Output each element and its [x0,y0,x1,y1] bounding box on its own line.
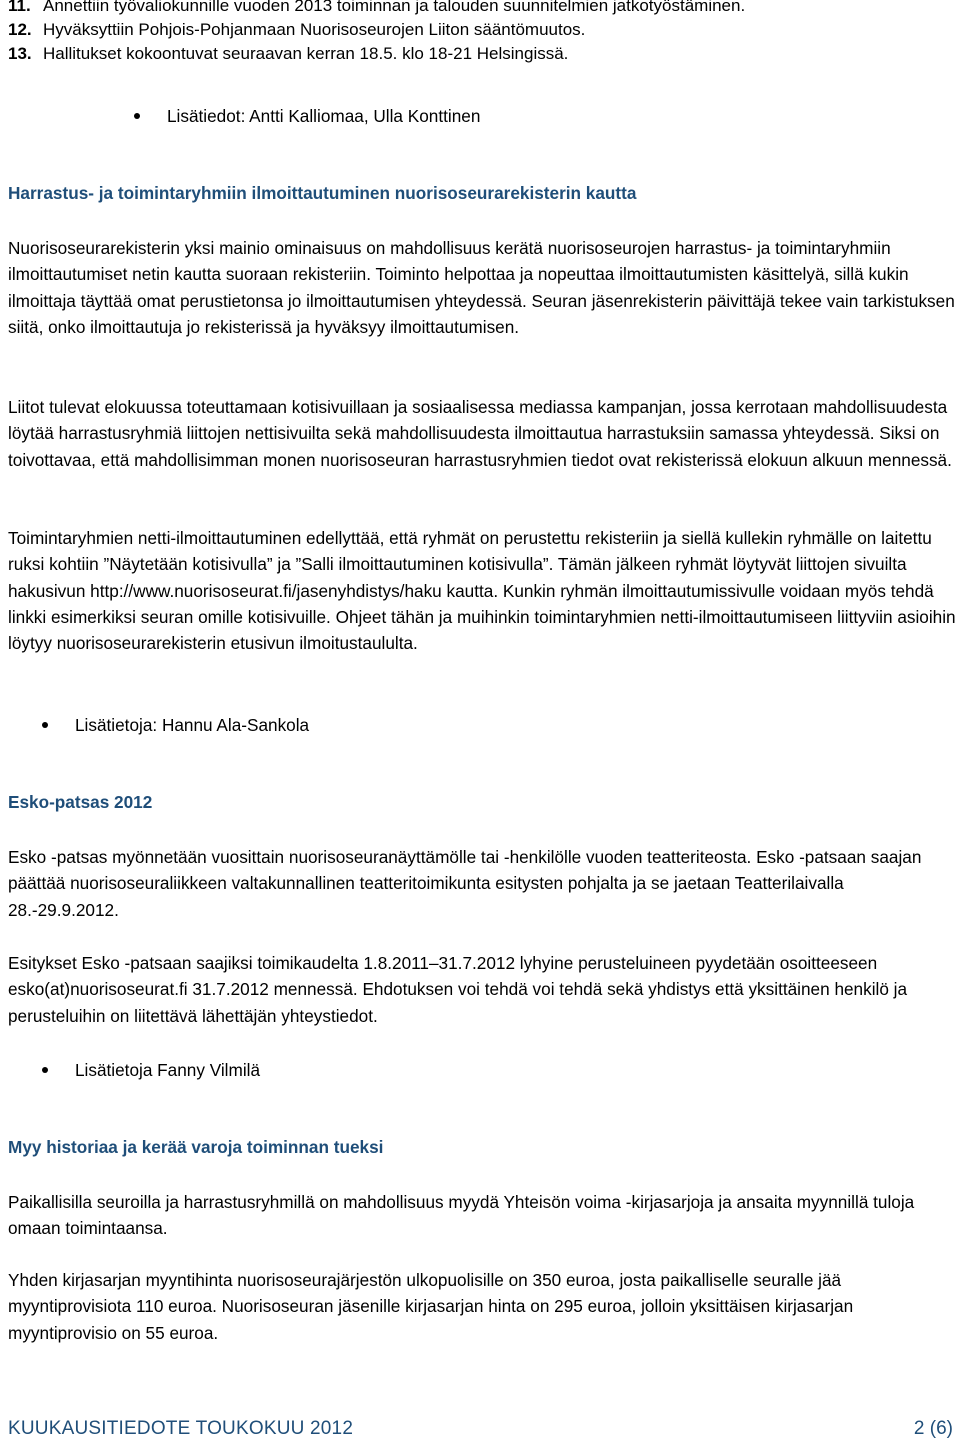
page-number: 2 (6) [913,1418,953,1439]
section-heading: Myy historiaa ja kerää varoja toiminnan tueksi [8,1137,384,1157]
list-item-text: Annettiin työvaliokunnille vuoden 2013 toiminnan ja talouden suunnitelmien jatkotyöstäminen. [43,0,746,15]
list-item-number: 12. [8,20,32,39]
list-item [8,0,745,18]
info-bullet [42,712,309,738]
list-item-text: Hyväksyttiin Pohjois-Pohjanmaan Nuorisoseurojen Liiton sääntömuutos. [43,20,586,39]
paragraph: Esko -patsas myönnetään vuosittain nuorisoseuranäyttämölle tai -henkilölle vuoden teatteriteosta. Esko -patsaan saajan päättää nuorisoseuraliikkeen valtakunnallinen teatteritoimikunta esitysten pohjalta ja se jaetaan Teatterilaivalla 28.-29.9.2012. [8,847,922,920]
paragraph: Liitot tulevat elokuussa toteuttamaan kotisivuillaan ja sosiaalisessa mediassa kampanjan, jossa kerrotaan mahdollisuudesta löytää harrastusryhmiä liittojen nettisivuilta sekä mahdollisuudesta ilmoittautua harrastuksiin samassa yhteydessä. Siksi on toivottavaa, että mahdollisimman monen nuorisoseuran harrastusryhmien tiedot ovat rekisterissä elokuun alkuun mennessä. [8,397,952,470]
minutes-list [8,0,745,66]
section-heading: Esko-patsas 2012 [8,792,153,812]
list-item [8,42,745,66]
paragraph: Yhden kirjasarjan myyntihinta nuorisoseurajärjestön ulkopuolisille on 350 euroa, josta paikalliselle seuralle jää myyntiprovisiota 110 euroa. Nuorisoseuran jäsenille kirjasarjan hinta on 295 euroa, jolloin yksittäisen kirjasarjan myyntiprovisio on 55 euroa. [8,1270,854,1343]
info-bullet [134,103,480,129]
bullet-icon [134,113,140,119]
bullet-icon [42,1067,48,1073]
paragraph: Esitykset Esko -patsaan saajiksi toimikaudelta 1.8.2011–31.7.2012 lyhyine perusteluineen pyydetään osoitteeseen esko(at)nuorisoseurat.fi 31.7.2012 mennessä. Ehdotuksen voi tehdä voi tehdä sekä yhdistys että yksittäinen henkilö ja perusteluihin on liitettävä lähettäjän yhteystiedot. [8,953,908,1026]
info-text: Lisätietoja Fanny Vilmilä [75,1060,261,1080]
paragraph: Paikallisilla seuroilla ja harrastusryhmillä on mahdollisuus myydä Yhteisön voima -kirjasarjoja ja ansaita myynnillä tuloja omaan toimintaansa. [8,1192,915,1239]
section-heading: Harrastus- ja toimintaryhmiin ilmoittautuminen nuorisoseurarekisterin kautta [8,183,637,203]
info-bullet [42,1057,260,1083]
list-item-text: Hallitukset kokoontuvat seuraavan kerran 18.5. klo 18-21 Helsingissä. [43,44,569,63]
list-item [8,18,745,42]
list-item-number: 13. [8,44,32,63]
paragraph: Toimintaryhmien netti-ilmoittautuminen edellyttää, että ryhmät on perustettu rekisteriin ja siellä kullekin ryhmälle on laitettu ruksi kohtiin ”Näytetään kotisivulla” ja ”Salli ilmoittautuminen kotisivulla”. Tämän jälkeen ryhmät löytyvät liittojen sivuilta hakusivun http://www.nuorisoseurat.fi/jasenyhdistys/haku kautta. Kunkin ryhmän ilmoittautumissivulle voidaan myös tehdä linkki esimerkiksi seuran omille kotisivuille. Ohjeet tähän ja muihinkin toimintaryhmien netti-ilmoittautumiseen liittyviin asioihin löytyy nuorisoseurarekisterin etusivun ilmoitustaululta. [8,528,956,654]
info-text: Lisätiedot: Antti Kalliomaa, Ulla Konttinen [167,106,481,126]
list-item-number: 11. [8,0,31,15]
bullet-icon [42,722,48,728]
info-text: Lisätietoja: Hannu Ala-Sankola [75,715,310,735]
footer-title: KUUKAUSITIEDOTE TOUKOKUU 2012 [8,1418,354,1439]
paragraph: Nuorisoseurarekisterin yksi mainio ominaisuus on mahdollisuus kerätä nuorisoseurojen harrastus- ja toimintaryhmiin ilmoittautumiset netin kautta suoraan rekisteriin. Toiminto helpottaa ja nopeuttaa ilmoittautumisten käsittelyä, sillä kukin ilmoittaja täyttää omat perustietonsa jo ilmoittautumisen yhteydessä. Seuran jäsenrekisterin päivittäjä tekee vain tarkistuksen siitä, onko ilmoittautuja jo rekisterissä ja hyväksyy ilmoittautumisen. [8,238,955,337]
